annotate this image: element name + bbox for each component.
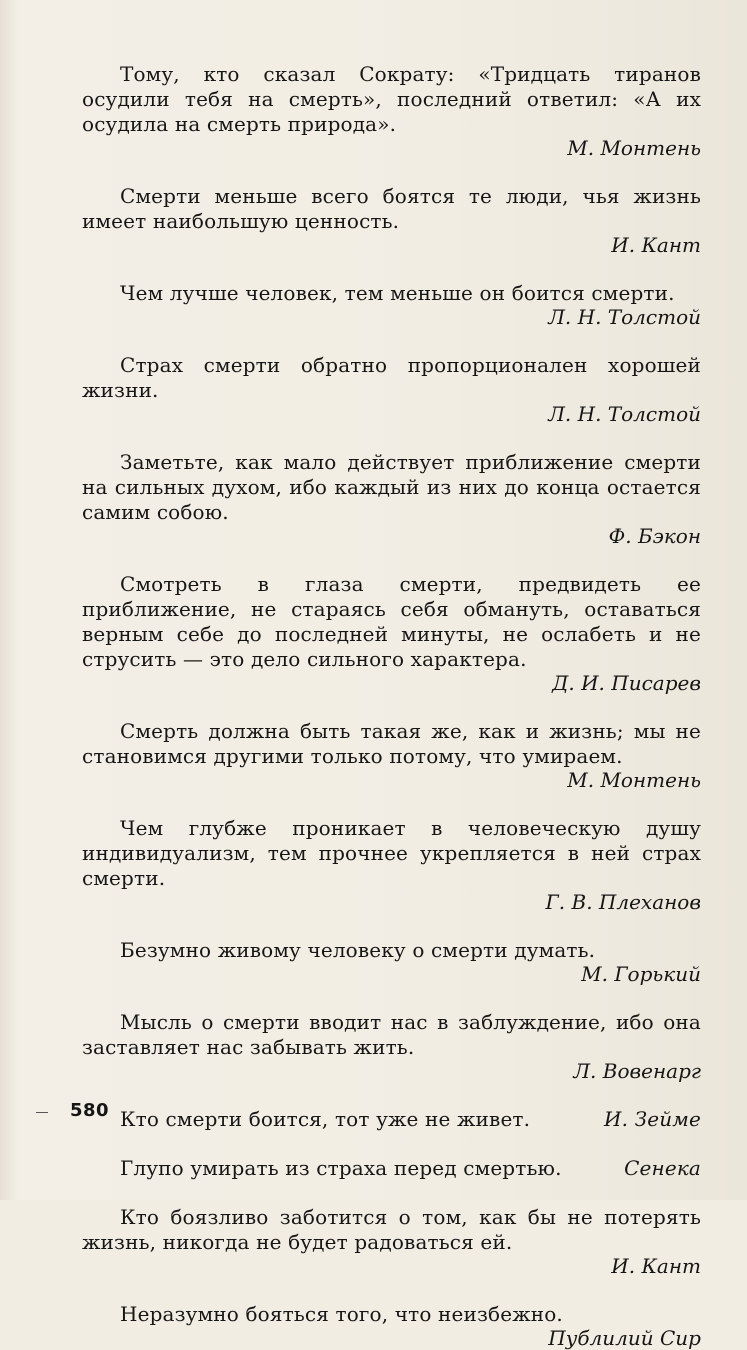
quote-text: Мысль о смерти вводит нас в заблуждение, ибо она заставляет нас забывать жить. xyxy=(82,1010,701,1059)
quote-text: Смерти меньше всего боятся те люди, чья жизнь имеет наибольшую ценность. xyxy=(82,184,701,233)
quote-author: М. Горький xyxy=(581,962,701,986)
quote-14 xyxy=(82,1302,701,1350)
quote-9 xyxy=(82,938,701,986)
quote-author: Ф. Бэкон xyxy=(608,524,701,548)
quote-author: Л. Н. Толстой xyxy=(548,305,701,329)
quote-author: И. Кант xyxy=(611,1254,701,1278)
page-number: 580 xyxy=(70,1100,110,1121)
quote-author: Публилий Сир xyxy=(548,1326,701,1350)
quote-text: Заметьте, как мало действует приближение смерти на сильных духом, ибо каждый из них до конца остается самим собою. xyxy=(82,450,701,524)
quote-11 xyxy=(82,1107,701,1132)
quote-body: Кто смерти боится, тот уже не живет. xyxy=(120,1107,531,1131)
quote-text: Кто боязливо заботится о том, как бы не потерять жизнь, никогда не будет радоваться ей. xyxy=(82,1205,701,1254)
quote-10 xyxy=(82,1010,701,1083)
quote-author: Л. Вовенарг xyxy=(573,1059,701,1083)
quote-text: Неразумно бояться того, что неизбежно. xyxy=(120,1302,563,1326)
quote-author: М. Монтень xyxy=(567,136,701,160)
quote-7 xyxy=(82,719,701,792)
quote-author: И. Зейме xyxy=(604,1107,701,1131)
quote-6 xyxy=(82,572,701,695)
quote-5 xyxy=(82,450,701,548)
quote-text xyxy=(82,1107,701,1132)
quote-text: Тому, кто сказал Сократу: «Тридцать тиранов осудили тебя на смерть», последний ответил: «А их осудила на смерть природа». xyxy=(82,62,701,136)
quote-text: Безумно живому человеку о смерти думать. xyxy=(120,938,596,962)
quote-body: Глупо умирать из страха перед смертью. xyxy=(120,1156,562,1180)
quote-8 xyxy=(82,816,701,914)
quote-text: Смотреть в глаза смерти, предвидеть ее приближение, не стараясь себя обмануть, оставаться верным себе до последней минуты, не ослабеть и не струсить — это дело сильного характера. xyxy=(82,572,701,671)
quote-author: Сенека xyxy=(624,1156,701,1180)
quote-author: Л. Н. Толстой xyxy=(548,402,701,426)
quote-author: И. Кант xyxy=(611,233,701,257)
quote-13 xyxy=(82,1205,701,1278)
quote-4 xyxy=(82,353,701,426)
quote-text xyxy=(82,1156,701,1181)
quote-author: Д. И. Писарев xyxy=(552,671,701,695)
quote-2 xyxy=(82,184,701,257)
quote-text: Страх смерти обратно пропорционален хорошей жизни. xyxy=(82,353,701,402)
quote-1 xyxy=(82,62,701,160)
quote-author: М. Монтень xyxy=(567,768,701,792)
quote-12 xyxy=(82,1156,701,1181)
quote-text: Смерть должна быть такая же, как и жизнь; мы не становимся другими только потому, что умираем. xyxy=(82,719,701,768)
quote-3 xyxy=(82,281,701,329)
quote-text: Чем лучше человек, тем меньше он боится смерти. xyxy=(120,281,675,305)
quote-author: Г. В. Плеханов xyxy=(545,890,701,914)
quote-text: Чем глубже проникает в человеческую душу индивидуализм, тем прочнее укрепляется в ней страх смерти. xyxy=(82,816,701,890)
page-edge-mark xyxy=(36,1112,48,1113)
